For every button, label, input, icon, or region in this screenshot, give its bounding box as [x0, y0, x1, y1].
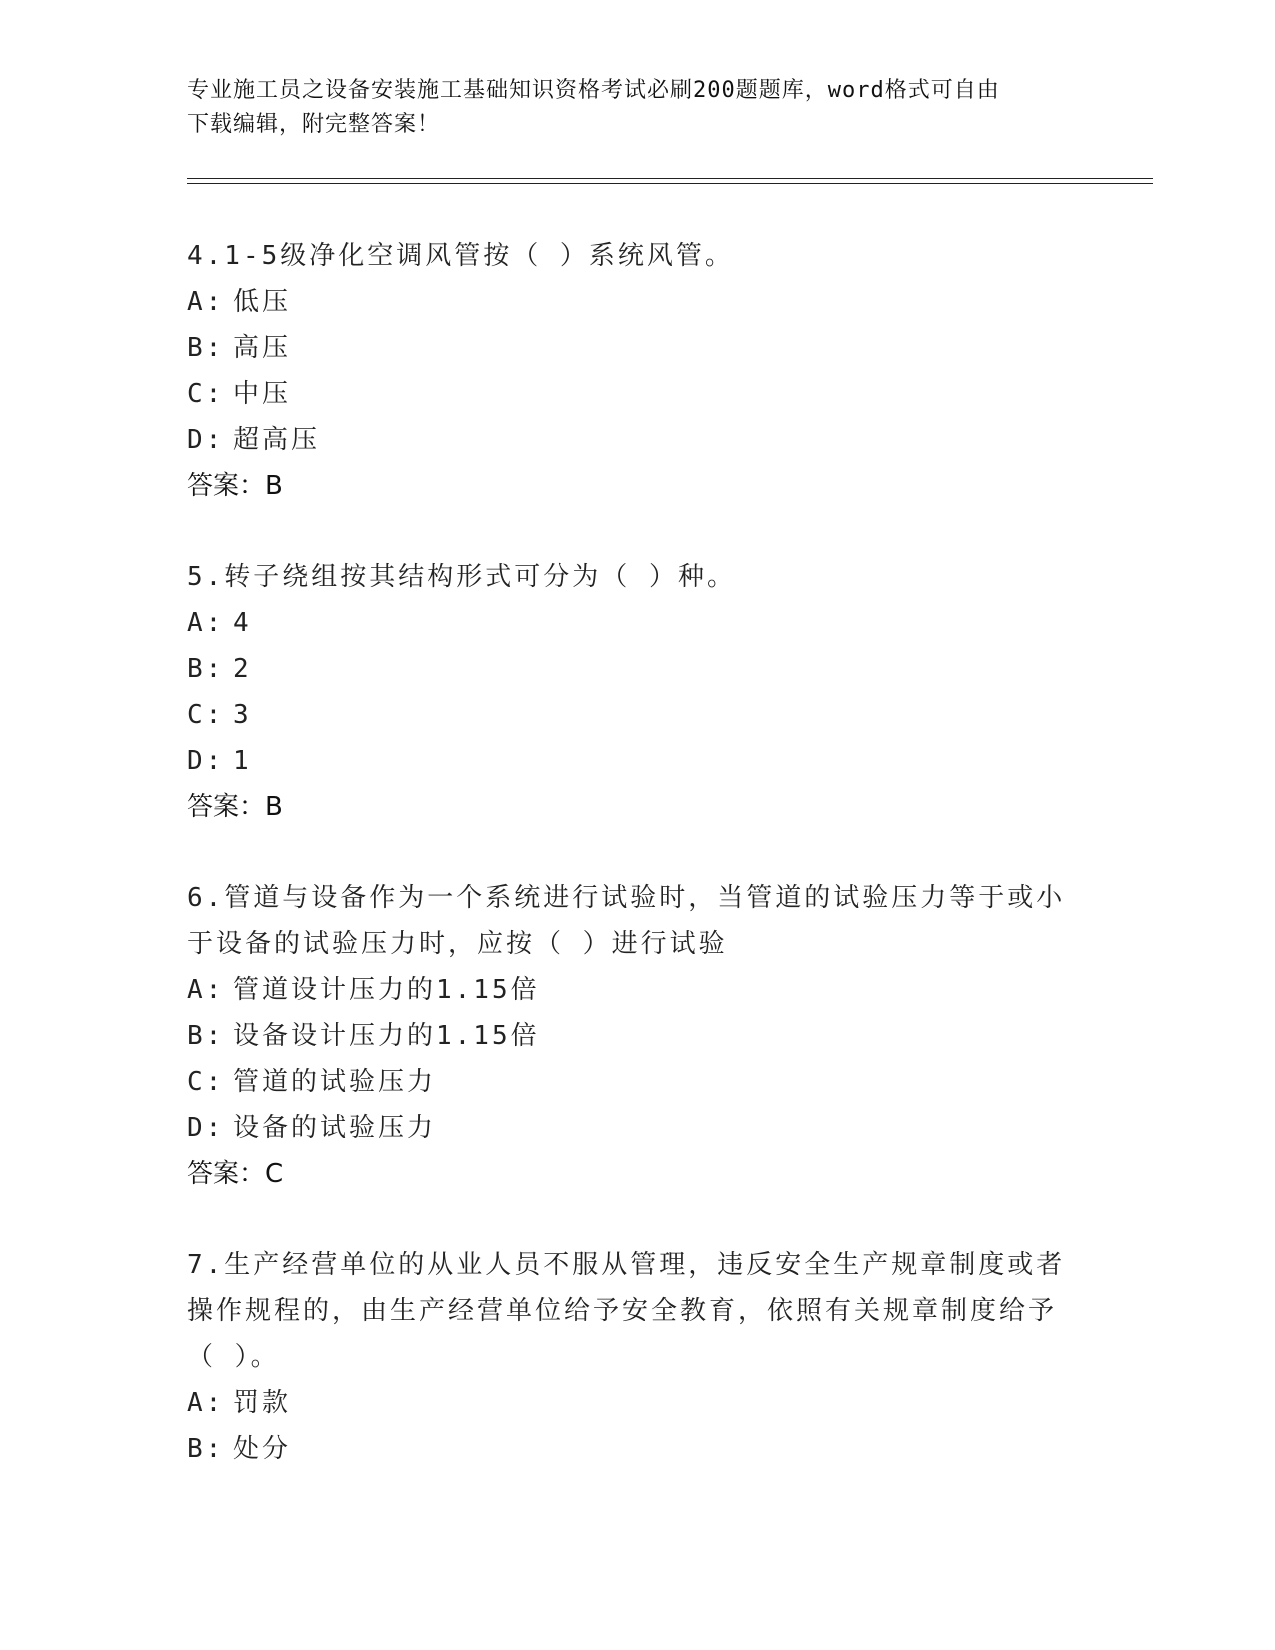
option-d: [187, 417, 1067, 463]
answer: 答案：B: [187, 792, 283, 822]
option-c: [187, 692, 1067, 738]
option-text: 1: [233, 746, 252, 776]
question-6: [187, 875, 1067, 1197]
option-letter: B:: [187, 333, 225, 363]
option-c: [187, 1059, 1067, 1105]
question-stem: 6.管道与设备作为一个系统进行试验时，当管道的试验压力等于或小于设备的试验压力时，应按（ ）进行试验: [187, 883, 1066, 959]
option-letter: D:: [187, 746, 225, 776]
document-header: [187, 74, 1067, 142]
option-text: 中压: [233, 379, 292, 409]
option-text: 高压: [233, 333, 292, 363]
option-b: [187, 1013, 1067, 1059]
option-letter: A:: [187, 287, 225, 317]
option-d: [187, 738, 1067, 784]
option-text: 管道设计压力的1.15倍: [233, 975, 540, 1005]
header-title-line1: 专业施工员之设备安装施工基础知识资格考试必刷200题题库，word格式可自由: [187, 78, 1000, 103]
option-b: [187, 325, 1067, 371]
option-b: [187, 646, 1067, 692]
option-text: 罚款: [233, 1388, 292, 1418]
option-text: 超高压: [233, 425, 321, 455]
option-letter: B:: [187, 654, 225, 684]
option-text: 2: [233, 654, 252, 684]
question-7: [187, 1242, 1067, 1472]
header-divider-bottom: [187, 183, 1153, 184]
option-text: 处分: [233, 1434, 292, 1464]
option-a: [187, 279, 1067, 325]
option-a: [187, 1380, 1067, 1426]
option-letter: C:: [187, 1067, 225, 1097]
answer: 答案：B: [187, 471, 283, 501]
option-text: 设备设计压力的1.15倍: [233, 1021, 540, 1051]
question-list: [187, 233, 1067, 1472]
option-text: 管道的试验压力: [233, 1067, 437, 1097]
option-a: [187, 600, 1067, 646]
option-text: 3: [233, 700, 252, 730]
question-stem: 7.生产经营单位的从业人员不服从管理，违反安全生产规章制度或者操作规程的，由生产经营单位给予安全教育，依照有关规章制度给予（ ）。: [187, 1250, 1066, 1372]
option-letter: A:: [187, 608, 225, 638]
answer: 答案：C: [187, 1159, 284, 1189]
option-letter: D:: [187, 1113, 225, 1143]
question-5: [187, 554, 1067, 830]
option-letter: C:: [187, 700, 225, 730]
option-letter: C:: [187, 379, 225, 409]
option-text: 4: [233, 608, 252, 638]
question-stem: 4.1-5级净化空调风管按（ ）系统风管。: [187, 241, 734, 271]
option-letter: B:: [187, 1434, 225, 1464]
option-text: 低压: [233, 287, 292, 317]
option-letter: D:: [187, 425, 225, 455]
header-title-line2: 下载编辑，附完整答案！: [187, 112, 441, 137]
option-text: 设备的试验压力: [233, 1113, 437, 1143]
header-divider-top: [187, 178, 1153, 179]
option-letter: B:: [187, 1021, 225, 1051]
option-a: [187, 967, 1067, 1013]
option-d: [187, 1105, 1067, 1151]
question-stem: 5.转子绕组按其结构形式可分为（ ）种。: [187, 562, 736, 592]
option-letter: A:: [187, 975, 225, 1005]
option-b: [187, 1426, 1067, 1472]
question-4: [187, 233, 1067, 509]
option-letter: A:: [187, 1388, 225, 1418]
option-c: [187, 371, 1067, 417]
